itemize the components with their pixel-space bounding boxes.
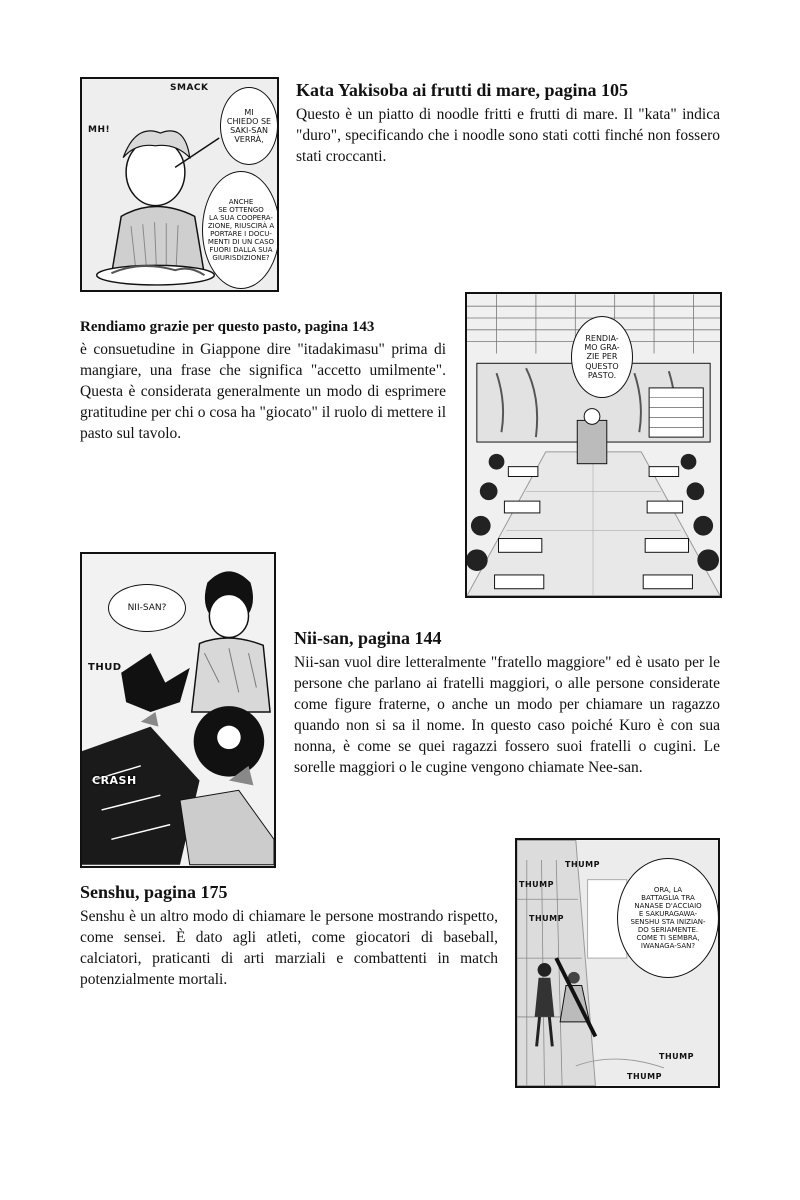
sfx-thud: THUD xyxy=(88,662,122,673)
glossary-entry-nii-san xyxy=(294,628,720,778)
sfx-mh: MH! xyxy=(88,125,111,135)
sfx-thump: THUMP xyxy=(529,914,564,923)
speech-bubble: MI CHIEDO SE SAKI-SAN VERRÀ, xyxy=(220,87,278,165)
entry-body: Nii-san vuol dire letteralmente "fratello maggiore" ed è usato per le persone che parlano ai fratelli maggiori, o alle persone considerate come figure fraterne, o anche un modo per chiamare un ragazzo quando non si sa il nome. In questo caso poiché Kuro è con sua nonna, è come se quei ragazzi fossero suoi fratelli o cugini. Le sorelle maggiori o le cugine vengono chiamate Nee-san. xyxy=(294,653,720,776)
sfx-smack: SMACK xyxy=(170,83,209,93)
manga-panel-nii-san xyxy=(80,552,276,868)
speech-bubble: NII-SAN? xyxy=(108,584,186,632)
entry-body: è consuetudine in Giappone dire "itadakimasu" prima di mangiare, una frase che significa "accetto umilmente". Questa è considerata generalmente un modo di esprimere gratitudine per chi o cosa ha "giocato" il ruolo di mettere il pasto sul tavolo. xyxy=(80,340,446,442)
speech-bubble: ANCHE SE OTTENGO LA SUA COOPERA- ZIONE, RIUSCIRÀ A PORTARE I DOCU- MENTI DI UN CASO FUORI DALLA SUA GIURISDIZIONE? xyxy=(202,171,279,289)
entry-body: Questo è un piatto di noodle fritti e frutti di mare. Il "kata" indica "duro", specificando che i noodle sono stati cotti finché non fossero stati croccanti. xyxy=(296,105,720,165)
entry-title: Kata Yakisoba ai frutti di mare, pagina 105 xyxy=(296,80,629,100)
sfx-thump: THUMP xyxy=(565,860,600,869)
speech-bubble: ORA, LA BATTAGLIA TRA NANASE D'ACCIAIO E SAKURAGAWA- SENSHU STA INIZIAN- DO SERIAMENTE. COME TI SEMBRA, IWANAGA-SAN? xyxy=(617,858,719,978)
entry-title: Senshu, pagina 175 xyxy=(80,882,228,902)
manga-panel-senshu xyxy=(515,838,720,1088)
manga-panel-yakisoba xyxy=(80,77,279,292)
manga-panel-banquet xyxy=(465,292,722,598)
entry-title: Nii-san, pagina 144 xyxy=(294,628,442,648)
glossary-entry-itadakimasu xyxy=(80,318,446,444)
sfx-thump: THUMP xyxy=(659,1052,694,1061)
glossary-entry-yakisoba xyxy=(296,80,720,167)
sfx-thump: THUMP xyxy=(519,880,554,889)
glossary-entry-senshu xyxy=(80,882,498,990)
speech-bubble: RENDIA- MO GRA- ZIE PER QUESTO PASTO. xyxy=(571,316,633,398)
entry-title: Rendiamo grazie per questo pasto, pagina 143 xyxy=(80,319,375,335)
sfx-thump: THUMP xyxy=(627,1072,662,1081)
entry-body: Senshu è un altro modo di chiamare le persone mostrando rispetto, come sensei. È dato agli atleti, come giocatori di baseball, calciatori, praticanti di arti marziali e combattenti in match potenzialmente mortali. xyxy=(80,907,498,988)
sfx-crash: CRASH xyxy=(92,774,137,787)
